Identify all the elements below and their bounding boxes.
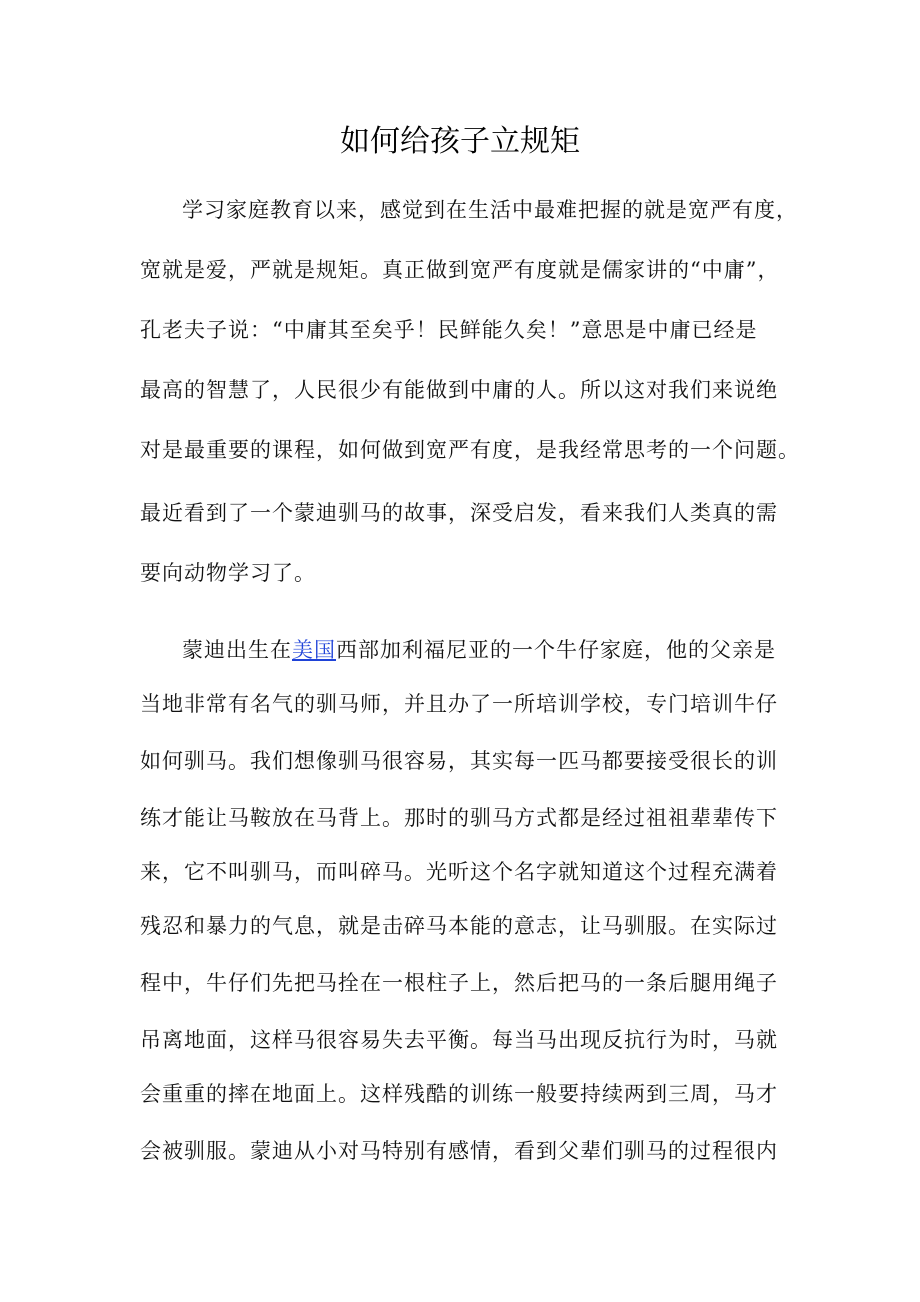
paragraph-line: 孔老夫子说：“中庸其至矣乎！民鲜能久矣！”意思是中庸已经是 [140, 318, 758, 342]
paragraph-line: 对是最重要的课程，如何做到宽严有度，是我经常思考的一个问题。 [140, 438, 800, 462]
paragraph-line: 练才能让马鞍放在马背上。那时的驯马方式都是经过祖祖辈辈传下 [140, 806, 778, 830]
paragraph-line: 会重重的摔在地面上。这样残酷的训练一般要持续两到三周，马才 [140, 1082, 778, 1106]
paragraph-line: 会被驯服。蒙迪从小对马特别有感情，看到父辈们驯马的过程很内 [140, 1139, 778, 1163]
paragraph-line: 残忍和暴力的气息，就是击碎马本能的意志，让马驯服。在实际过 [140, 914, 778, 938]
paragraph-line: 学习家庭教育以来，感觉到在生活中最难把握的就是宽严有度， [182, 198, 798, 222]
paragraph-line: 当地非常有名气的驯马师，并且办了一所培训学校，专门培训牛仔 [140, 692, 778, 716]
paragraph-line: 最高的智慧了，人民很少有能做到中庸的人。所以这对我们来说绝 [140, 378, 778, 402]
paragraph-line: 最近看到了一个蒙迪驯马的故事，深受启发，看来我们人类真的需 [140, 501, 778, 525]
document-title: 如何给孩子立规矩 [340, 124, 580, 159]
paragraph-text: 蒙迪出生在 [182, 638, 292, 662]
paragraph-text: 西部加利福尼亚的一个牛仔家庭，他的父亲是 [336, 638, 776, 662]
paragraph-line: 如何驯马。我们想像驯马很容易，其实每一匹马都要接受很长的训 [140, 749, 778, 773]
paragraph-line: 要向动物学习了。 [140, 561, 316, 585]
usa-link[interactable]: 美国 [292, 638, 336, 662]
paragraph-line: 程中，牛仔们先把马拴在一根柱子上，然后把马的一条后腿用绳子 [140, 971, 778, 995]
paragraph-line: 吊离地面，这样马很容易失去平衡。每当马出现反抗行为时，马就 [140, 1028, 778, 1052]
paragraph-line: 来，它不叫驯马，而叫碎马。光听这个名字就知道这个过程充满着 [140, 860, 778, 884]
paragraph-first-line [182, 630, 776, 670]
paragraph-line: 宽就是爱，严就是规矩。真正做到宽严有度就是儒家讲的“中庸”， [140, 258, 780, 282]
